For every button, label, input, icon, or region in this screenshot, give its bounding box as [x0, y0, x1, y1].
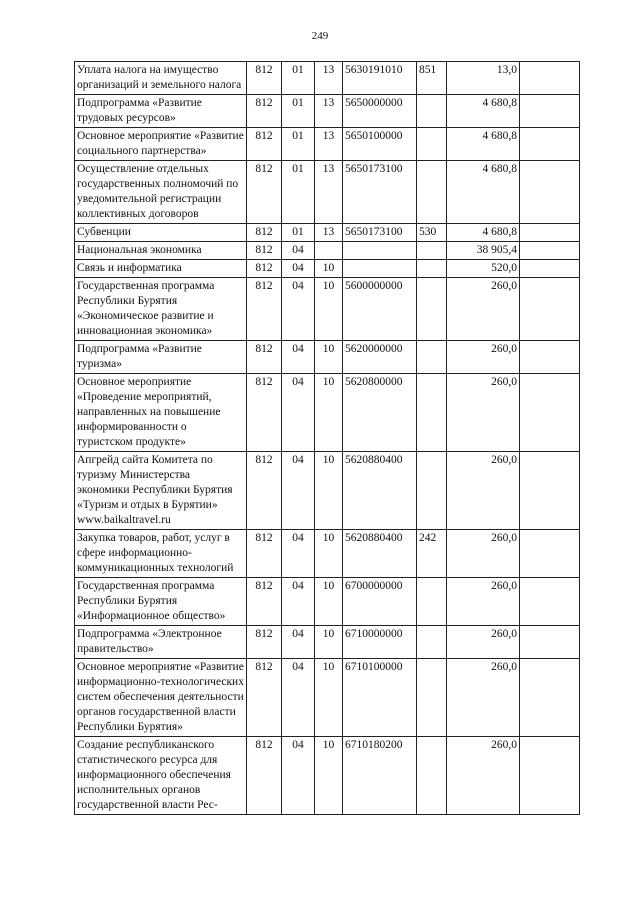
row-name-cell: Апгрейд сайта Комитета по туризму Министерства экономики Республики Бурятия «Туризм и отдых в Бурятии» www.baikaltravel.ru — [75, 452, 247, 530]
row-target-article-cell — [343, 260, 417, 278]
row-amount-cell: 4 680,8 — [447, 128, 520, 161]
row-target-article-cell — [343, 242, 417, 260]
row-section-cell: 04 — [282, 374, 315, 452]
row-expense-type-cell — [417, 128, 447, 161]
row-target-article-cell: 6700000000 — [343, 578, 417, 626]
budget-table-body — [75, 62, 580, 815]
row-subsection-cell: 10 — [315, 452, 343, 530]
table-row — [75, 626, 580, 659]
row-name-cell: Закупка товаров, работ, услуг в сфере информационно-коммуникационных технологий — [75, 530, 247, 578]
table-row — [75, 242, 580, 260]
row-target-article-cell: 5620880400 — [343, 452, 417, 530]
row-expense-type-cell — [417, 95, 447, 128]
row-name-cell: Национальная экономика — [75, 242, 247, 260]
row-extra-cell — [520, 452, 580, 530]
row-target-article-cell: 5620880400 — [343, 530, 417, 578]
row-extra-cell — [520, 278, 580, 341]
row-target-article-cell: 6710000000 — [343, 626, 417, 659]
row-expense-type-cell: 851 — [417, 62, 447, 95]
row-name-cell: Основное мероприятие «Развитие информационно-технологических систем обеспечения деятельности органов государственной власти Республики Бурятия» — [75, 659, 247, 737]
row-subsection-cell — [315, 242, 343, 260]
row-subsection-cell: 10 — [315, 341, 343, 374]
table-row — [75, 737, 580, 815]
row-subsection-cell: 10 — [315, 659, 343, 737]
row-extra-cell — [520, 161, 580, 224]
row-admin-code-cell: 812 — [247, 278, 282, 341]
row-amount-cell: 260,0 — [447, 452, 520, 530]
row-subsection-cell: 10 — [315, 278, 343, 341]
row-amount-cell: 260,0 — [447, 737, 520, 815]
row-admin-code-cell: 812 — [247, 62, 282, 95]
row-target-article-cell: 5650000000 — [343, 95, 417, 128]
row-amount-cell: 260,0 — [447, 659, 520, 737]
row-target-article-cell: 5650173100 — [343, 161, 417, 224]
row-admin-code-cell: 812 — [247, 452, 282, 530]
row-expense-type-cell — [417, 278, 447, 341]
row-expense-type-cell — [417, 452, 447, 530]
row-section-cell: 04 — [282, 626, 315, 659]
row-subsection-cell: 13 — [315, 95, 343, 128]
row-section-cell: 04 — [282, 659, 315, 737]
row-expense-type-cell — [417, 341, 447, 374]
row-subsection-cell: 10 — [315, 578, 343, 626]
row-amount-cell: 260,0 — [447, 341, 520, 374]
row-expense-type-cell — [417, 578, 447, 626]
row-amount-cell: 4 680,8 — [447, 161, 520, 224]
row-admin-code-cell: 812 — [247, 128, 282, 161]
table-row — [75, 530, 580, 578]
row-section-cell: 04 — [282, 452, 315, 530]
row-target-article-cell: 6710180200 — [343, 737, 417, 815]
row-expense-type-cell — [417, 161, 447, 224]
row-admin-code-cell: 812 — [247, 260, 282, 278]
budget-table — [74, 61, 580, 815]
row-section-cell: 01 — [282, 161, 315, 224]
row-expense-type-cell — [417, 260, 447, 278]
row-name-cell: Уплата налога на имущество организаций и земельного налога — [75, 62, 247, 95]
row-expense-type-cell: 242 — [417, 530, 447, 578]
table-row — [75, 578, 580, 626]
row-admin-code-cell: 812 — [247, 530, 282, 578]
row-admin-code-cell: 812 — [247, 161, 282, 224]
row-subsection-cell: 13 — [315, 224, 343, 242]
row-name-cell: Подпрограмма «Развитие трудовых ресурсов» — [75, 95, 247, 128]
table-row — [75, 224, 580, 242]
row-name-cell: Связь и информатика — [75, 260, 247, 278]
row-target-article-cell: 5650100000 — [343, 128, 417, 161]
row-extra-cell — [520, 530, 580, 578]
row-name-cell: Государственная программа Республики Бурятия «Информационное общество» — [75, 578, 247, 626]
row-admin-code-cell: 812 — [247, 242, 282, 260]
row-target-article-cell: 5600000000 — [343, 278, 417, 341]
row-admin-code-cell: 812 — [247, 224, 282, 242]
row-subsection-cell: 13 — [315, 161, 343, 224]
row-extra-cell — [520, 128, 580, 161]
row-expense-type-cell: 530 — [417, 224, 447, 242]
row-subsection-cell: 13 — [315, 62, 343, 95]
row-extra-cell — [520, 260, 580, 278]
row-section-cell: 01 — [282, 128, 315, 161]
table-row — [75, 62, 580, 95]
table-row — [75, 452, 580, 530]
row-target-article-cell: 5630191010 — [343, 62, 417, 95]
row-name-cell: Создание республиканского статистического ресурса для информационного обеспечения исполнительных органов государственной власти Рес- — [75, 737, 247, 815]
table-row — [75, 341, 580, 374]
row-subsection-cell: 10 — [315, 626, 343, 659]
row-subsection-cell: 10 — [315, 374, 343, 452]
row-extra-cell — [520, 737, 580, 815]
row-name-cell: Осуществление отдельных государственных полномочий по уведомительной регистрации коллективных договоров — [75, 161, 247, 224]
row-section-cell: 04 — [282, 737, 315, 815]
row-target-article-cell: 5620000000 — [343, 341, 417, 374]
row-admin-code-cell: 812 — [247, 578, 282, 626]
row-amount-cell: 520,0 — [447, 260, 520, 278]
table-row — [75, 260, 580, 278]
row-extra-cell — [520, 659, 580, 737]
row-name-cell: Подпрограмма «Электронное правительство» — [75, 626, 247, 659]
row-extra-cell — [520, 341, 580, 374]
row-target-article-cell: 6710100000 — [343, 659, 417, 737]
row-admin-code-cell: 812 — [247, 737, 282, 815]
row-extra-cell — [520, 62, 580, 95]
row-admin-code-cell: 812 — [247, 341, 282, 374]
row-extra-cell — [520, 224, 580, 242]
table-row — [75, 659, 580, 737]
row-expense-type-cell — [417, 374, 447, 452]
table-row — [75, 95, 580, 128]
row-extra-cell — [520, 626, 580, 659]
row-admin-code-cell: 812 — [247, 626, 282, 659]
page-number: 249 — [311, 30, 329, 42]
table-row — [75, 161, 580, 224]
table-row — [75, 278, 580, 341]
row-section-cell: 04 — [282, 530, 315, 578]
row-section-cell: 01 — [282, 62, 315, 95]
row-name-cell: Основное мероприятие «Развитие социального партнерства» — [75, 128, 247, 161]
row-target-article-cell: 5650173100 — [343, 224, 417, 242]
row-name-cell: Государственная программа Республики Бурятия «Экономическое развитие и инновационная экономика» — [75, 278, 247, 341]
row-amount-cell: 38 905,4 — [447, 242, 520, 260]
row-subsection-cell: 10 — [315, 260, 343, 278]
row-section-cell: 04 — [282, 242, 315, 260]
row-amount-cell: 4 680,8 — [447, 224, 520, 242]
row-extra-cell — [520, 242, 580, 260]
row-extra-cell — [520, 578, 580, 626]
row-subsection-cell: 10 — [315, 737, 343, 815]
row-amount-cell: 260,0 — [447, 626, 520, 659]
row-section-cell: 04 — [282, 278, 315, 341]
row-expense-type-cell — [417, 659, 447, 737]
row-amount-cell: 260,0 — [447, 530, 520, 578]
row-extra-cell — [520, 95, 580, 128]
row-subsection-cell: 10 — [315, 530, 343, 578]
row-amount-cell: 260,0 — [447, 374, 520, 452]
row-target-article-cell: 5620800000 — [343, 374, 417, 452]
table-row — [75, 128, 580, 161]
row-expense-type-cell — [417, 242, 447, 260]
row-name-cell: Субвенции — [75, 224, 247, 242]
row-name-cell: Основное мероприятие «Проведение мероприятий, направленных на повышение информированности о туристском продукте» — [75, 374, 247, 452]
row-section-cell: 04 — [282, 341, 315, 374]
row-section-cell: 01 — [282, 95, 315, 128]
row-admin-code-cell: 812 — [247, 374, 282, 452]
row-expense-type-cell — [417, 737, 447, 815]
row-subsection-cell: 13 — [315, 128, 343, 161]
table-row — [75, 374, 580, 452]
row-amount-cell: 4 680,8 — [447, 95, 520, 128]
row-section-cell: 04 — [282, 260, 315, 278]
row-amount-cell: 13,0 — [447, 62, 520, 95]
row-extra-cell — [520, 374, 580, 452]
row-admin-code-cell: 812 — [247, 95, 282, 128]
row-admin-code-cell: 812 — [247, 659, 282, 737]
row-name-cell: Подпрограмма «Развитие туризма» — [75, 341, 247, 374]
row-amount-cell: 260,0 — [447, 578, 520, 626]
row-expense-type-cell — [417, 626, 447, 659]
row-section-cell: 01 — [282, 224, 315, 242]
row-section-cell: 04 — [282, 578, 315, 626]
row-amount-cell: 260,0 — [447, 278, 520, 341]
